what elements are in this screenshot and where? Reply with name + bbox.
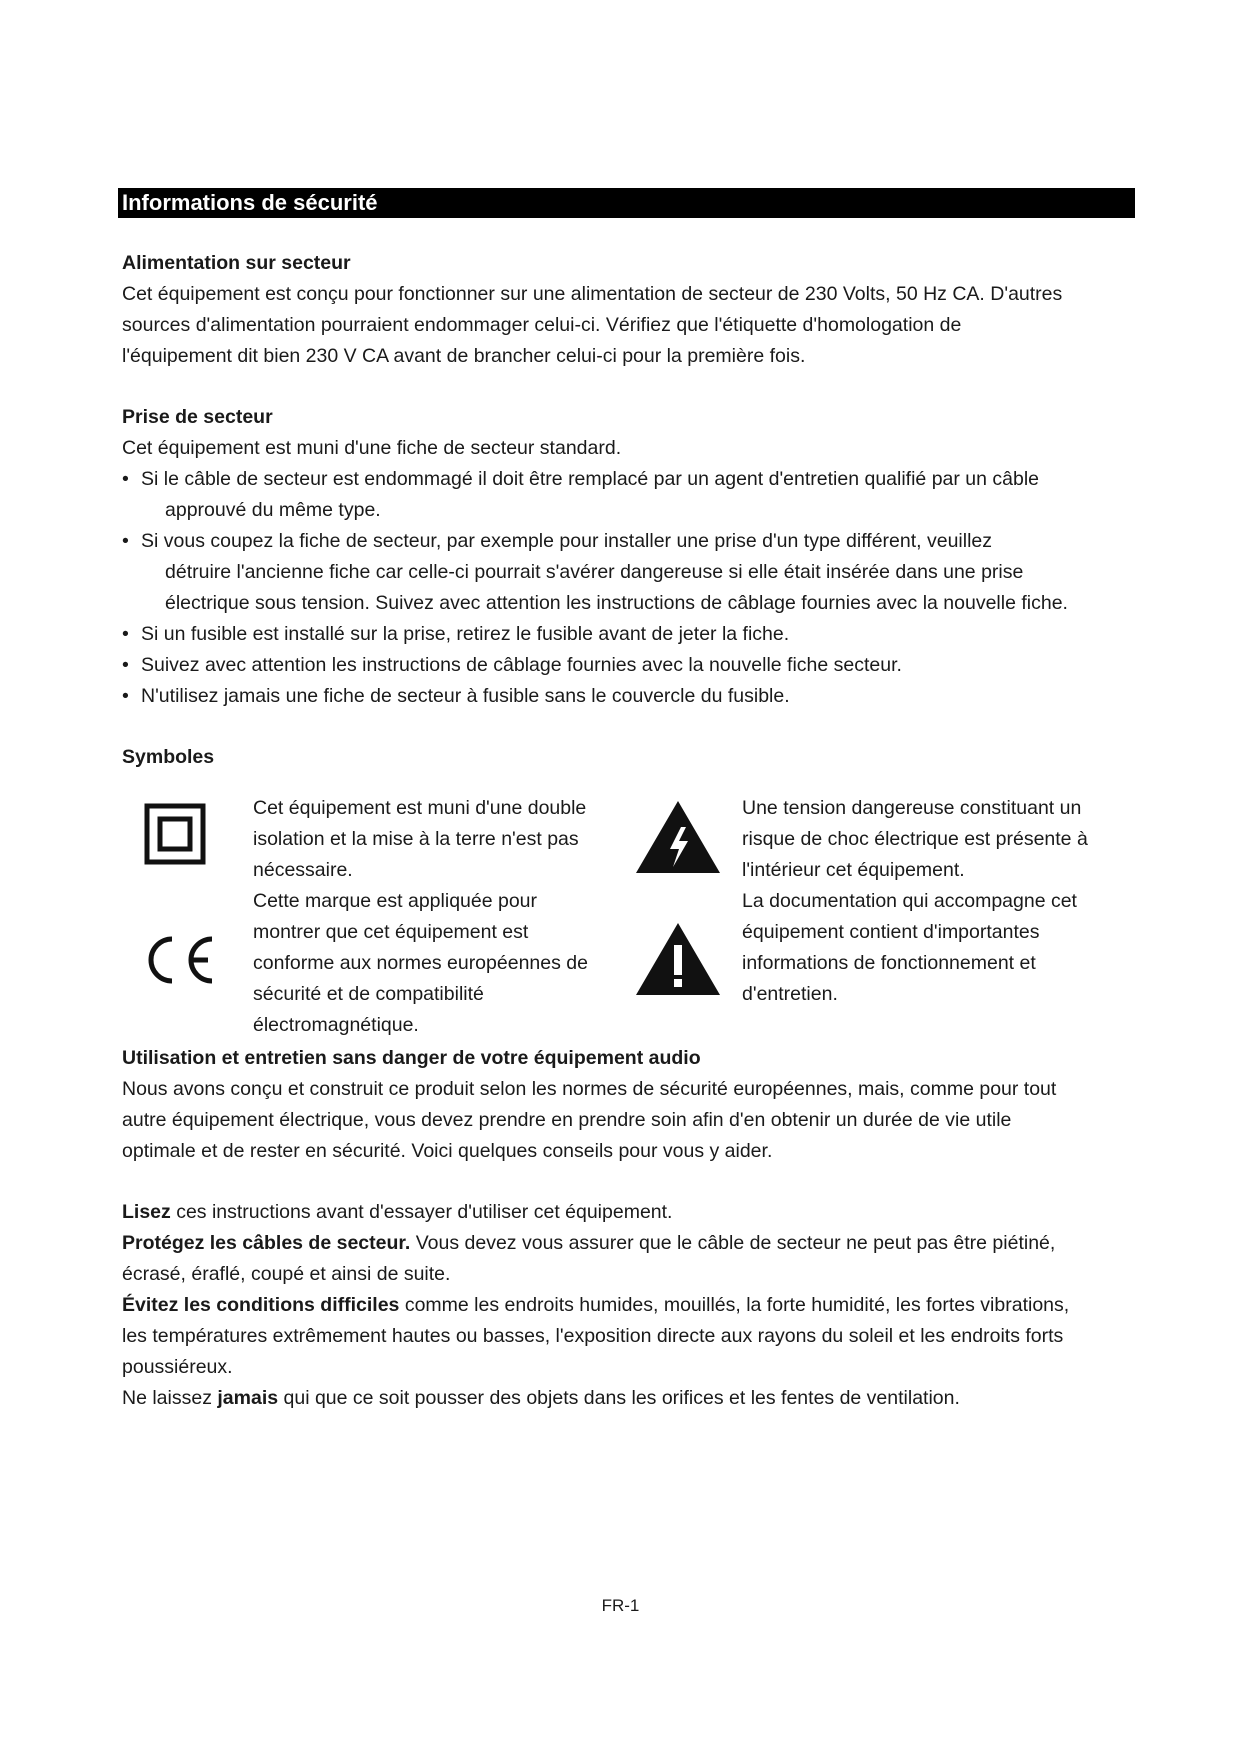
tip-protect-cables: Protégez les câbles de secteur. Vous devez vous assurer que le câble de secteur ne peut pas être piétiné, bbox=[122, 1232, 1056, 1254]
bullet-text: électrique sous tension. Suivez avec attention les instructions de câblage fournies avec la nouvelle fiche. bbox=[165, 592, 1068, 614]
paragraph-line: autre équipement électrique, vous devez prendre en prendre soin afin d'en obtenir un durée de vie utile bbox=[122, 1109, 1012, 1131]
symbols-left-text bbox=[253, 793, 628, 1041]
symbol-description-line: La documentation qui accompagne cet bbox=[742, 890, 1077, 912]
symbol-description-line: l'intérieur cet équipement. bbox=[742, 859, 965, 881]
list-item bbox=[122, 681, 1137, 712]
heading-plug: Prise de secteur bbox=[122, 406, 273, 428]
tip-read: Lisez ces instructions avant d'essayer d'utiliser cet équipement. bbox=[122, 1201, 673, 1223]
bullet-text: N'utilisez jamais une fiche de secteur à fusible sans le couvercle du fusible. bbox=[141, 685, 790, 707]
symbols-right-text bbox=[742, 793, 1117, 1010]
symbol-description-line: Une tension dangereuse constituant un bbox=[742, 797, 1082, 819]
page-number: FR-1 bbox=[601, 1596, 640, 1615]
symbol-description-line: électromagnétique. bbox=[253, 1014, 419, 1036]
tip-never-insert: Ne laissez jamais qui que ce soit pousser des objets dans les orifices et les fentes de ventilation. bbox=[122, 1387, 960, 1409]
symbols-block bbox=[122, 793, 1137, 1043]
bullet-text: approuvé du même type. bbox=[165, 499, 381, 521]
heading-power: Alimentation sur secteur bbox=[122, 252, 351, 274]
bullet-text: Si un fusible est installé sur la prise, retirez le fusible avant de jeter la fiche. bbox=[141, 623, 790, 645]
paragraph-line: sources d'alimentation pourraient endommager celui-ci. Vérifiez que l'étiquette d'homologation de bbox=[122, 314, 962, 336]
bullet-icon: • bbox=[122, 468, 129, 490]
tip-avoid-conditions: Évitez les conditions difficiles comme les endroits humides, mouillés, la forte humidité, les fortes vibrations, bbox=[122, 1294, 1070, 1316]
bullet-icon: • bbox=[122, 530, 129, 552]
bullet-icon: • bbox=[122, 654, 129, 676]
symbol-description-line: isolation et la mise à la terre n'est pas bbox=[253, 828, 579, 850]
paragraph-line: poussiéreux. bbox=[122, 1356, 233, 1378]
paragraph-line: Cet équipement est conçu pour fonctionner sur une alimentation de secteur de 230 Volts, 50 Hz CA. D'autres bbox=[122, 283, 1063, 305]
symbol-description-line: équipement contient d'importantes bbox=[742, 921, 1040, 943]
list-item bbox=[122, 464, 1137, 526]
symbol-description-line: Cette marque est appliquée pour bbox=[253, 890, 538, 912]
bullet-list bbox=[122, 464, 1137, 712]
symbol-description-line: nécessaire. bbox=[253, 859, 353, 881]
symbol-description-line: risque de choc électrique est présente à bbox=[742, 828, 1088, 850]
paragraph-line: optimale et de rester en sécurité. Voici quelques conseils pour vous y aider. bbox=[122, 1140, 773, 1162]
list-item bbox=[122, 650, 1137, 681]
symbol-description-line: sécurité et de compatibilité bbox=[253, 983, 484, 1005]
heading-symbols: Symboles bbox=[122, 746, 215, 768]
exclamation-warning-icon bbox=[634, 921, 722, 997]
lightning-warning-icon bbox=[634, 799, 722, 875]
heading-care: Utilisation et entretien sans danger de votre équipement audio bbox=[122, 1047, 701, 1069]
bullet-text: détruire l'ancienne fiche car celle-ci pourrait s'avérer dangereuse si elle était insérée dans une prise bbox=[165, 561, 1024, 583]
list-item bbox=[122, 619, 1137, 650]
symbol-description-line: montrer que cet équipement est bbox=[253, 921, 529, 943]
double-insulation-icon bbox=[144, 803, 206, 865]
paragraph-line: l'équipement dit bien 230 V CA avant de brancher celui-ci pour la première fois. bbox=[122, 345, 806, 367]
symbol-description-line: informations de fonctionnement et bbox=[742, 952, 1036, 974]
content-area bbox=[122, 248, 1137, 1414]
list-item bbox=[122, 526, 1137, 619]
bullet-icon: • bbox=[122, 623, 129, 645]
paragraph-line: écrasé, éraflé, coupé et ainsi de suite. bbox=[122, 1263, 451, 1285]
ce-mark-icon bbox=[140, 933, 216, 987]
paragraph-line: Cet équipement est muni d'une fiche de secteur standard. bbox=[122, 437, 622, 459]
section-title-bar: Informations de sécurité bbox=[118, 188, 1135, 218]
bullet-text: Suivez avec attention les instructions de câblage fournies avec la nouvelle fiche secteur. bbox=[141, 654, 902, 676]
bullet-text: Si vous coupez la fiche de secteur, par exemple pour installer une prise d'un type différent, veuillez bbox=[141, 530, 993, 552]
bullet-text: Si le câble de secteur est endommagé il doit être remplacé par un agent d'entretien qualifié par un câble bbox=[141, 468, 1040, 490]
paragraph-line: les températures extrêmement hautes ou basses, l'exposition directe aux rayons du soleil et les endroits forts bbox=[122, 1325, 1064, 1347]
paragraph-line: Nous avons conçu et construit ce produit selon les normes de sécurité européennes, mais, comme pour tout bbox=[122, 1078, 1057, 1100]
symbol-description-line: conforme aux normes européennes de bbox=[253, 952, 588, 974]
bullet-icon: • bbox=[122, 685, 129, 707]
symbol-description-line: d'entretien. bbox=[742, 983, 838, 1005]
symbol-description-line: Cet équipement est muni d'une double bbox=[253, 797, 587, 819]
